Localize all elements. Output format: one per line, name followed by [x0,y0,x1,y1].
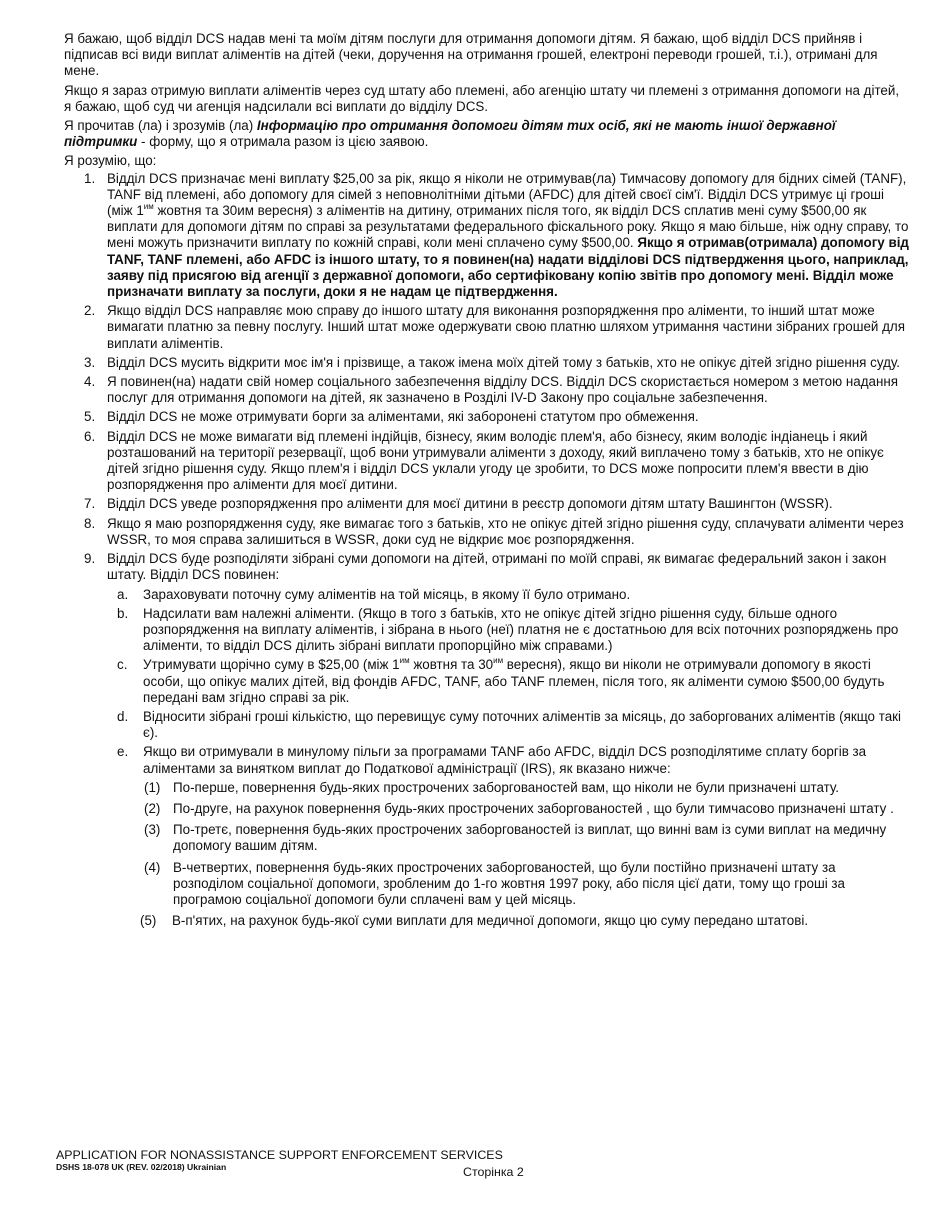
priority-item-4 [64,860,909,909]
sub-item-c-text-part2: жовтня та 30 [409,657,494,673]
list-item-6 [64,429,909,494]
priority-text: По-третє, повернення будь-яких прострочених заборгованостей із виплат, що винні вам із суми виплат на медичну допомогу вашим дітям. [173,822,887,854]
priority-number: (3) [144,822,161,838]
list-item-2 [64,303,909,352]
list-item-number: 3. [84,354,96,370]
superscript: им [143,201,154,211]
intro-p3-start: Я прочитав (ла) і зрозумів (ла) [64,118,257,134]
sub-item-c-text-part1: Утримувати щорічно суму в $25,00 (між 1 [143,657,400,673]
document-body [64,31,909,934]
list-item-number: 7. [84,496,96,512]
list-item-number: 6. [84,428,96,444]
sub-item-letter: d. [117,708,129,724]
priority-number: (1) [144,779,161,795]
list-item-1-text-part2: жовтня та 30им вересня) з аліментів на дитину, отриманих після того, як відділ DCS сплатив мені суму $500,00 як виплати для допомоги дітям по справі за результатами федерального фіскального року. Якщо я маю більше, ніж одну справу, то мені можуть призначити виплату по кожній справі, коли мені сплачено суму $500,00. [107,203,909,251]
sub-item-text: Якщо ви отримували в минулому пільги за програмами TANF або AFDC, відділ DCS розподілятиме сплату боргів за аліментами за винятком виплат до Податкової адміністрації (IRS), як вказано нижче: [143,744,867,776]
form-title: APPLICATION FOR NONASSISTANCE SUPPORT ENFORCEMENT SERVICES [56,1148,503,1162]
form-code: DSHS 18-078 UK (REV. 02/2018) Ukrainian [56,1162,227,1172]
intro-paragraph-2: Якщо я зараз отримую виплати аліментів через суд штату або племені, або агенцію штату чи племені з отримання допомоги на дітей, я бажаю, щоб суд чи агенція надсилали всі виплати до відділу DCS. [64,82,900,114]
list-item-1-bold-text: Якщо я отримав(отримала) допомогу від TANF, TANF племені, або AFDC із іншого штату, то я повинен(на) надати відділові DCS підтвердження цього, наприклад, заяву під присягою від агенції з державної допомоги, або сертифіковану копію звітів про допомогу мені. Відділ може призначати виплату за послуги, доки я не надам це підтвердження. [107,235,909,300]
numbered-list [64,171,909,930]
list-item-text: Відділ DCS не може вимагати від племені індійців, бізнесу, яким володіє плем'я, або бізнесу, яким володіє індіанець і який розташований на території резервації, щоб вони утримували аліменти з доходу, який виплачено тому з батьків, хто не опікує дітей згідно рішення суду. Якщо плем'я і відділ DCS уклали угоду це зробити, то DCS може попросити плем'я ввести в дію розпорядження про аліменти для моєї дитини. [107,428,884,493]
list-item-number: 8. [84,515,96,531]
sub-item-c [64,657,909,706]
list-item-4 [64,374,909,406]
superscript: им [493,655,504,665]
sub-item-b [64,606,909,655]
priority-text: По-перше, повернення будь-яких прострочених заборгованостей вам, що ніколи не були призначені штату. [173,779,840,795]
list-item-number: 2. [84,303,96,319]
list-item-1 [64,171,909,301]
priority-text: В-четвертих, повернення будь-яких прострочених заборгованостей, що були постійно призначені штату за розподілом соціальної допомоги, зробленим до 1-го жовтня 1997 року, або після цієї дати, тому що гроші за програмою соціальної допомоги були сплачені вам у цей місяць. [173,859,845,907]
priority-number: (4) [144,859,161,875]
list-item-text: Відділ DCS не може отримувати борги за аліментами, які заборонені статутом про обмеження. [107,409,699,425]
priority-item-5 [64,913,909,929]
sub-item-letter: a. [117,586,129,602]
sub-item-text: Відносити зібрані гроші кількістю, що перевищує суму поточних аліментів за місяць, до заборгованих аліментів (якщо такі є). [143,708,901,741]
list-item-1-text-part1: Відділ DCS призначає мені виплату $25,00 за рік, якщо я ніколи не отримував(ла) Тимчасову допомогу для бідних сімей (TANF), TANF від племені, або допомогу для сімей з неповнолітніми дітьми (AFDC) для дітей своєї сім'ї. Відділ DCS утримує ці гроші (між 1 [107,170,907,219]
intro-p3-end: - форму, що я отримала разом із цією заявою. [137,134,429,150]
priority-item-3 [64,822,909,854]
sub-item-text: Надсилати вам належні аліменти. (Якщо в того з батьків, хто не опікує дітей згідно рішення суду, більше одного розпорядження на виплату аліментів, і зібрана в нього (неї) платня не є достатньою для всіх поточних розпоряджень про аліменти, то відділ DCS ділить зібрані виплати пропорційно між справами.) [143,605,899,654]
priority-text: По-друге, на рахунок повернення будь-яких прострочених заборгованостей , що були тимчасово призначені штату . [173,800,894,816]
list-item-9 [64,551,909,583]
priority-item-2 [64,801,909,817]
list-item-number: 1. [84,170,96,186]
list-item-3 [64,355,909,371]
priority-item-1 [64,780,909,796]
list-item-7 [64,496,909,512]
sub-item-e [64,744,909,776]
list-item-text: Я повинен(на) надати свій номер соціального забезпечення відділу DCS. Відділ DCS скористається номером з метою надання послуг для отримання допомоги на дітей, як зазначено в Розділі IV-D Закону про соціальне забезпечення. [107,374,899,406]
sub-item-text: Зараховувати поточну суму аліментів на той місяць, в якому її було отримано. [143,586,631,602]
page-number: Сторінка 2 [463,1165,524,1179]
list-item-text: Відділ DCS буде розподіляти зібрані суми допомоги на дітей, отримані по моїй справі, як вимагає федеральний закон і закон штату. Відділ DCS повинен: [107,551,887,583]
page-footer [56,1148,656,1172]
priority-text: В-п'ятих, на рахунок будь-якої суми виплати для медичної допомоги, якщо цю суму передано штатові. [172,913,809,929]
sub-item-letter: e. [117,744,129,760]
priority-number: (2) [144,800,161,816]
sub-item-c-text-part3: вересня), якщо ви ніколи не отримували допомогу в якості особи, що опікує малих дітей, від фондів AFDC, TANF, або TANF племен, після того, як аліменти сумою $500,00 будуть передані вам згідно справі за рік. [143,657,885,705]
list-item-number: 5. [84,409,96,425]
sub-item-letter: b. [117,605,129,621]
intro-paragraph-1: Я бажаю, щоб відділ DCS надав мені та моїм дітям послуги для отримання допомоги дітям. Я бажаю, щоб відділ DCS прийняв і підписав всі види виплат аліментів на дітей (чеки, доручення на отримання грошей, електроні переводи грошей, т.і.), отримані для мене. [64,31,878,79]
sub-item-d [64,709,909,741]
list-item-number: 4. [84,374,96,390]
list-item-text: Якщо я маю розпорядження суду, яке вимагає того з батьків, хто не опікує дітей згідно рішення суду, сплачувати аліменти через WSSR, то моя справа залишиться в WSSR, доки суд не відкриє моє розпорядження. [107,515,904,547]
intro-paragraph-3 [64,118,909,150]
sub-item-a [64,587,909,603]
list-item-text: Відділ DCS мусить відкрити моє ім'я і прізвище, а також імена моїх дітей тому з батьків, хто не опікує дітей згідно рішення суду. [107,354,900,370]
intro-paragraph-4: Я розумію, що: [64,153,157,169]
intro-p3-form-title: Інформацію про отримання допомоги дітям тих осіб, які не мають іншої державної підтримки [64,118,836,150]
priority-number: (5) [140,913,157,929]
list-item-text: Якщо відділ DCS направляє мою справу до іншого штату для виконання розпорядження про аліменти, то інший штат може вимагати платню за певну послугу. Інший штат може одержувати свою платню шляхом утримання частини зібраних грошей для виплати аліментів. [107,303,905,351]
list-item-5 [64,409,909,425]
list-item-text: Відділ DCS уведе розпорядження про аліменти для моєї дитини в реєстр допомоги дітям штату Вашингтон (WSSR). [107,496,833,512]
list-item-8 [64,516,909,548]
superscript: им [399,655,410,665]
list-item-number: 9. [84,551,96,567]
sub-item-letter: c. [117,657,128,673]
